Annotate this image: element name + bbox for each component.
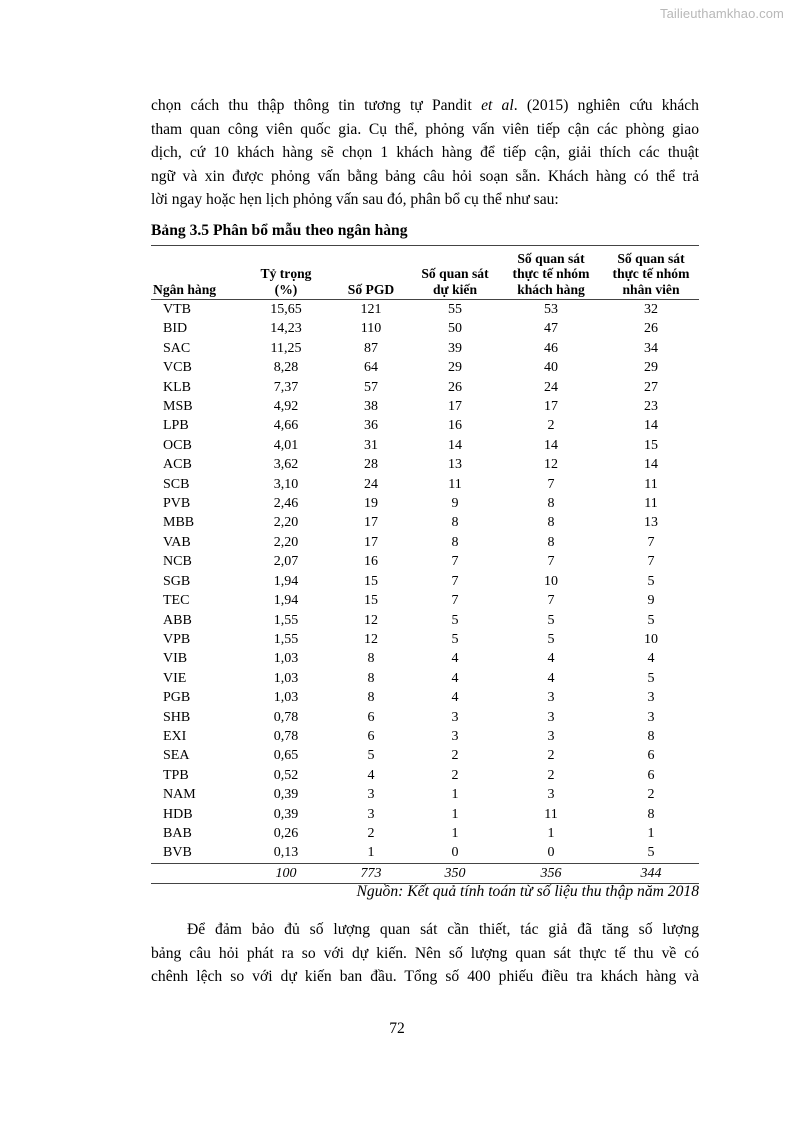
value-cell: 10 xyxy=(644,631,658,647)
header-line: Ngân hàng xyxy=(153,282,217,298)
table-row xyxy=(151,630,699,649)
header-line: Số quan sát xyxy=(421,266,489,282)
paragraph-line: tham quan công viên quốc gia. Cụ thể, phỏng vấn viên tiếp cận các phòng giao xyxy=(151,120,699,138)
value-cell: 0,52 xyxy=(273,767,299,783)
value-cell: 11 xyxy=(644,496,658,512)
value-cell: 15 xyxy=(364,573,378,589)
value-cell: 3 xyxy=(367,787,375,803)
value-cell: 16 xyxy=(364,554,378,570)
value-cell: 3,10 xyxy=(273,476,299,492)
value-cell: 36 xyxy=(364,418,378,434)
table-row xyxy=(151,552,699,571)
column-header xyxy=(151,246,241,300)
table-row xyxy=(151,572,699,591)
value-cell: 12 xyxy=(544,457,558,473)
header-line: Số quan sát xyxy=(617,250,685,266)
value-cell: 6 xyxy=(367,728,375,744)
value-cell: 5 xyxy=(367,748,375,764)
table-row xyxy=(151,727,699,746)
total-cell: 344 xyxy=(640,865,662,881)
bank-code-cell: VIE xyxy=(163,670,187,686)
bank-code-cell: VTB xyxy=(163,302,191,317)
table-row xyxy=(151,455,699,474)
value-cell: 110 xyxy=(360,321,382,337)
bank-code-cell: NAM xyxy=(163,787,196,803)
value-cell: 3,62 xyxy=(273,457,299,473)
table-row xyxy=(151,785,699,804)
bank-code-cell: LPB xyxy=(163,418,189,434)
value-cell: 8 xyxy=(367,690,375,706)
value-cell: 28 xyxy=(364,457,378,473)
value-cell: 0,39 xyxy=(273,806,299,822)
value-cell: 8 xyxy=(367,670,375,686)
value-cell: 4 xyxy=(451,651,459,667)
column-header xyxy=(241,246,331,300)
value-cell: 8,28 xyxy=(273,360,299,376)
paragraph-line: ngữ và xin được phỏng vấn bằng bảng câu hỏi soạn sẵn. Khách hàng có thể trả xyxy=(151,167,699,185)
value-cell: 3 xyxy=(547,728,555,744)
value-cell: 3 xyxy=(451,728,459,744)
value-cell: 1 xyxy=(367,845,375,861)
value-cell: 5 xyxy=(451,612,459,628)
value-cell: 14 xyxy=(644,457,658,473)
table-row xyxy=(151,475,699,494)
table-row xyxy=(151,805,699,824)
table-row xyxy=(151,611,699,630)
table-row xyxy=(151,416,699,435)
total-cell: 100 xyxy=(275,865,297,881)
value-cell: 2,46 xyxy=(273,496,299,512)
value-cell: 5 xyxy=(647,573,655,589)
value-cell: 24 xyxy=(544,379,558,395)
value-cell: 8 xyxy=(451,515,459,531)
bank-sample-table xyxy=(151,245,699,884)
text-run: . (2015) nghiên cứu khách xyxy=(513,97,699,114)
italic-text: et al xyxy=(481,97,514,114)
value-cell: 4 xyxy=(367,767,375,783)
value-cell: 11,25 xyxy=(270,340,302,356)
value-cell: 15 xyxy=(644,437,658,453)
bank-code-cell: ACB xyxy=(163,457,192,473)
value-cell: 38 xyxy=(364,399,378,415)
bank-code-cell: ABB xyxy=(163,612,192,628)
value-cell: 4 xyxy=(547,651,555,667)
header-line: nhân viên xyxy=(622,282,680,298)
value-cell: 11 xyxy=(544,806,558,822)
table-row xyxy=(151,766,699,785)
bank-code-cell: NCB xyxy=(163,554,192,570)
table-row xyxy=(151,436,699,455)
bank-code-cell: TEC xyxy=(163,593,190,609)
total-cell: 350 xyxy=(444,865,466,881)
page-number: 72 xyxy=(389,1020,405,1037)
value-cell: 1 xyxy=(547,825,555,841)
paragraph-line: dịch, cứ 10 khách hàng sẽ chọn 1 khách hàng để tiếp cận, giải thích các thuật xyxy=(151,144,699,162)
table-row xyxy=(151,339,699,358)
value-cell: 3 xyxy=(547,690,555,706)
table-row xyxy=(151,378,699,397)
value-cell: 13 xyxy=(644,515,658,531)
table-header-row xyxy=(151,246,699,300)
table-row xyxy=(151,358,699,377)
value-cell: 2 xyxy=(547,418,555,434)
value-cell: 5 xyxy=(547,631,555,647)
value-cell: 8 xyxy=(451,534,459,550)
value-cell: 5 xyxy=(647,845,655,861)
column-header xyxy=(411,246,499,300)
value-cell: 121 xyxy=(360,302,382,317)
value-cell: 4,01 xyxy=(273,437,299,453)
value-cell: 5 xyxy=(647,670,655,686)
value-cell: 6 xyxy=(367,709,375,725)
value-cell: 17 xyxy=(364,534,378,550)
watermark: Tailieuthamkhao.com xyxy=(659,6,784,21)
total-row xyxy=(151,863,699,883)
value-cell: 16 xyxy=(448,418,462,434)
value-cell: 55 xyxy=(448,302,462,317)
value-cell: 7 xyxy=(547,554,555,570)
value-cell: 3 xyxy=(647,709,655,725)
value-cell: 0,13 xyxy=(273,845,299,861)
closing-paragraph xyxy=(151,918,699,989)
value-cell: 0,65 xyxy=(273,748,299,764)
value-cell: 4,92 xyxy=(273,399,299,415)
table-row xyxy=(151,688,699,707)
bank-code-cell: TPB xyxy=(163,767,189,783)
value-cell: 32 xyxy=(644,302,658,317)
value-cell: 13 xyxy=(448,457,462,473)
value-cell: 1,55 xyxy=(273,612,299,628)
value-cell: 7 xyxy=(647,534,655,550)
total-cell: 773 xyxy=(360,865,382,881)
value-cell: 1 xyxy=(451,787,459,803)
table-row xyxy=(151,843,699,863)
header-line: (%) xyxy=(274,282,298,298)
value-cell: 7 xyxy=(451,554,459,570)
bank-code-cell: KLB xyxy=(163,379,191,395)
table-row xyxy=(151,708,699,727)
value-cell: 5 xyxy=(451,631,459,647)
table-row xyxy=(151,649,699,668)
value-cell: 0 xyxy=(547,845,555,861)
value-cell: 7 xyxy=(647,554,655,570)
bank-code-cell: VCB xyxy=(163,360,192,376)
value-cell: 1 xyxy=(451,806,459,822)
value-cell: 4 xyxy=(647,651,655,667)
value-cell: 3 xyxy=(367,806,375,822)
bank-code-cell: MSB xyxy=(163,399,193,415)
bank-code-cell: OCB xyxy=(163,437,192,453)
value-cell: 15,65 xyxy=(270,302,302,317)
paragraph-line: lời ngay hoặc hẹn lịch phỏng vấn sau đó, phân bổ cụ thể như sau: xyxy=(151,191,559,209)
value-cell: 17 xyxy=(544,399,558,415)
value-cell: 47 xyxy=(544,321,558,337)
value-cell: 11 xyxy=(644,476,658,492)
total-cell: 356 xyxy=(540,865,562,881)
value-cell: 1,94 xyxy=(273,593,299,609)
header-line: Số quan sát xyxy=(517,250,585,266)
value-cell: 64 xyxy=(364,360,378,376)
bank-code-cell: PVB xyxy=(163,496,191,512)
value-cell: 4 xyxy=(451,690,459,706)
table-row xyxy=(151,494,699,513)
bank-code-cell: VPB xyxy=(163,631,191,647)
value-cell: 12 xyxy=(364,612,378,628)
paragraph-line: chênh lệch so với dự kiến ban đầu. Tổng số 400 phiếu điều tra khách hàng và xyxy=(151,968,699,986)
paragraph-line: bảng câu hỏi phát ra so với dự kiến. Nên số lượng quan sát thực tế thu về có xyxy=(151,944,699,962)
value-cell: 26 xyxy=(448,379,462,395)
table-row xyxy=(151,824,699,843)
value-cell: 24 xyxy=(364,476,378,492)
bank-code-cell: MBB xyxy=(163,515,195,531)
value-cell: 7,37 xyxy=(273,379,299,395)
value-cell: 8 xyxy=(547,515,555,531)
value-cell: 46 xyxy=(544,340,558,356)
value-cell: 3 xyxy=(451,709,459,725)
value-cell: 8 xyxy=(547,496,555,512)
header-line: khách hàng xyxy=(517,282,585,298)
value-cell: 7 xyxy=(547,593,555,609)
value-cell: 1,03 xyxy=(273,651,299,667)
column-header xyxy=(603,246,699,300)
value-cell: 7 xyxy=(451,593,459,609)
value-cell: 3 xyxy=(647,690,655,706)
bank-code-cell: BAB xyxy=(163,825,192,841)
value-cell: 6 xyxy=(647,748,655,764)
bank-code-cell: EXI xyxy=(163,728,187,744)
table-row xyxy=(151,591,699,610)
value-cell: 1 xyxy=(451,825,459,841)
header-line: thực tế nhóm xyxy=(512,266,590,282)
value-cell: 19 xyxy=(364,496,378,512)
value-cell: 0,78 xyxy=(273,728,299,744)
value-cell: 2 xyxy=(451,748,459,764)
value-cell: 1,94 xyxy=(273,573,299,589)
table-row xyxy=(151,513,699,532)
value-cell: 14,23 xyxy=(270,321,302,337)
value-cell: 8 xyxy=(647,728,655,744)
header-line: Tỷ trọng xyxy=(260,266,312,282)
value-cell: 2 xyxy=(547,767,555,783)
table-row xyxy=(151,319,699,338)
paragraph-line: Để đảm bảo đủ số lượng quan sát cần thiết, tác giả đã tăng số lượng xyxy=(187,921,699,938)
value-cell: 2 xyxy=(451,767,459,783)
column-header xyxy=(331,246,411,300)
value-cell: 1,03 xyxy=(273,690,299,706)
value-cell: 1,03 xyxy=(273,670,299,686)
value-cell: 0 xyxy=(451,845,459,861)
value-cell: 4 xyxy=(451,670,459,686)
value-cell: 5 xyxy=(647,612,655,628)
value-cell: 7 xyxy=(451,573,459,589)
total-cell xyxy=(151,863,241,883)
bank-code-cell: PGB xyxy=(163,690,191,706)
table-row xyxy=(151,300,699,320)
bank-code-cell: VIB xyxy=(163,651,188,667)
bank-code-cell: SGB xyxy=(163,573,191,589)
value-cell: 2,20 xyxy=(273,515,299,531)
value-cell: 17 xyxy=(448,399,462,415)
header-line: Số PGD xyxy=(347,282,395,298)
value-cell: 23 xyxy=(644,399,658,415)
value-cell: 12 xyxy=(364,631,378,647)
value-cell: 0,26 xyxy=(273,825,299,841)
value-cell: 14 xyxy=(448,437,462,453)
value-cell: 34 xyxy=(644,340,658,356)
value-cell: 14 xyxy=(544,437,558,453)
value-cell: 53 xyxy=(544,302,558,317)
value-cell: 26 xyxy=(644,321,658,337)
intro-paragraph xyxy=(151,94,699,212)
header-line: thực tế nhóm xyxy=(612,266,690,282)
table-body xyxy=(151,300,699,884)
value-cell: 7 xyxy=(547,476,555,492)
value-cell: 2 xyxy=(367,825,375,841)
value-cell: 8 xyxy=(547,534,555,550)
text-run: chọn cách thu thập thông tin tương tự Pandit xyxy=(151,97,482,114)
value-cell: 4 xyxy=(547,670,555,686)
table-row xyxy=(151,533,699,552)
value-cell: 14 xyxy=(644,418,658,434)
value-cell: 3 xyxy=(547,709,555,725)
column-header xyxy=(499,246,603,300)
value-cell: 31 xyxy=(364,437,378,453)
value-cell: 17 xyxy=(364,515,378,531)
value-cell: 9 xyxy=(647,593,655,609)
value-cell: 8 xyxy=(647,806,655,822)
value-cell: 29 xyxy=(448,360,462,376)
bank-code-cell: SHB xyxy=(163,709,191,725)
table-source-note: Nguồn: Kết quả tính toán từ số liệu thu thập năm 2018 xyxy=(356,883,699,900)
value-cell: 10 xyxy=(544,573,558,589)
value-cell: 3 xyxy=(547,787,555,803)
value-cell: 40 xyxy=(544,360,558,376)
value-cell: 6 xyxy=(647,767,655,783)
table-caption: Bảng 3.5 Phân bổ mẫu theo ngân hàng xyxy=(151,222,408,239)
table-row xyxy=(151,397,699,416)
bank-code-cell: BVB xyxy=(163,845,192,861)
value-cell: 2 xyxy=(547,748,555,764)
value-cell: 8 xyxy=(367,651,375,667)
table-row xyxy=(151,746,699,765)
bank-code-cell: HDB xyxy=(163,806,193,822)
bank-code-cell: BID xyxy=(163,321,188,337)
value-cell: 1 xyxy=(647,825,655,841)
value-cell: 1,55 xyxy=(273,631,299,647)
paragraph-line xyxy=(151,94,699,118)
value-cell: 2,20 xyxy=(273,534,299,550)
bank-code-cell: SAC xyxy=(163,340,191,356)
value-cell: 50 xyxy=(448,321,462,337)
table-row xyxy=(151,669,699,688)
header-line: dự kiến xyxy=(432,282,478,298)
value-cell: 2 xyxy=(647,787,655,803)
value-cell: 0,78 xyxy=(273,709,299,725)
value-cell: 0,39 xyxy=(273,787,299,803)
value-cell: 87 xyxy=(364,340,378,356)
value-cell: 2,07 xyxy=(273,554,299,570)
value-cell: 15 xyxy=(364,593,378,609)
bank-code-cell: SCB xyxy=(163,476,190,492)
bank-code-cell: SEA xyxy=(163,748,190,764)
value-cell: 39 xyxy=(448,340,462,356)
value-cell: 57 xyxy=(364,379,378,395)
value-cell: 9 xyxy=(451,496,459,512)
bank-code-cell: VAB xyxy=(163,534,191,550)
value-cell: 29 xyxy=(644,360,658,376)
value-cell: 11 xyxy=(448,476,462,492)
value-cell: 27 xyxy=(644,379,658,395)
value-cell: 5 xyxy=(547,612,555,628)
value-cell: 4,66 xyxy=(273,418,299,434)
